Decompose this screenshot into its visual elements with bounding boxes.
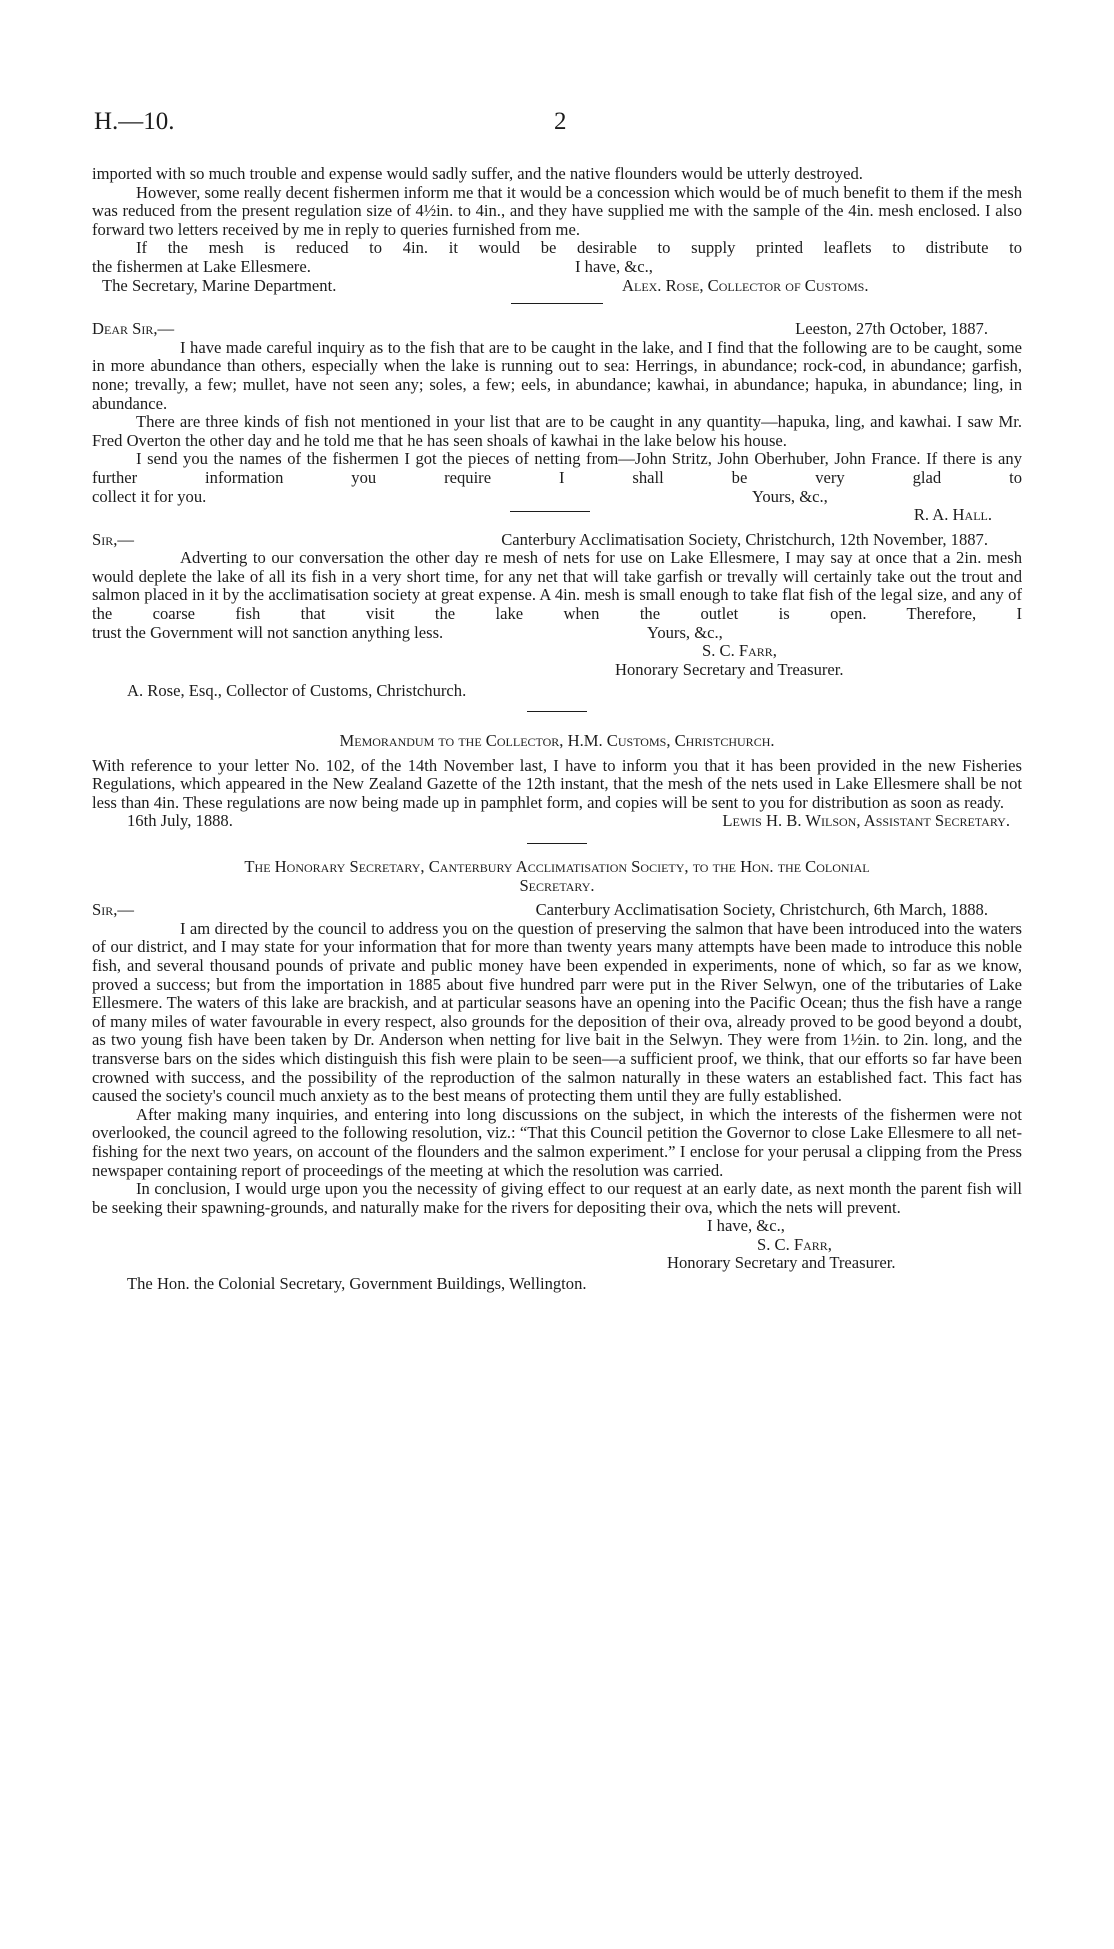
addressee: The Secretary, Marine Department. xyxy=(102,275,337,295)
paragraph-last-line: collect it for you. xyxy=(92,486,207,506)
signature-name-line xyxy=(92,1236,1022,1255)
memorandum-heading: Memorandum to the Collector, H.M. Customs, Christchurch. xyxy=(339,731,775,751)
paragraph: Adverting to our conversation the other day re mesh of nets for use on Lake Ellesmere, I may say at once that a 2in. mesh would deplete the lake of all its fish in a very short time, for any net that will take garfish or trevally will certainly take out the trout and salmon placed in it by the acclimatisation society at great expense. A 4in. mesh is small enough to take flat fish of the legal size, and any of the coarse fish that visit the lake when the outlet is open. Therefore, I xyxy=(92,548,1022,624)
paragraph: I am directed by the council to address you on the question of preserving the salmon that have been introduced into the waters of our district, and I may state for your information that for more than twenty years many attempts have been made to introduce this noble fish, and several thousand pounds of private and public money have been expended in experiments, none of which, so far as we know, proved a success; but from the importation in 1885 about five hundred parr were put in the River Selwyn, one of the tributaries of Lake Ellesmere. The waters of this lake are brackish, and at particular seasons have an opening into the Pacific Ocean; thus the fish have a range of many miles of water favourable in every respect, also grounds for the deposition of their ova, already proved to be good beyond a doubt, as two young fish have been taken by Dr. Anderson when netting for live bait in the Selwyn. They were from 1½in. to 2in. long, and the transverse bars on the sides which distinguish this fish were plain to be seen—a sufficient proof, we think, that our efforts so far have been crowned with success, and the possibility of the reproduction of the salmon naturally in these waters an established fact. This fact has caused the society's council much anxiety as to the best means of protecting them until they are fully established. xyxy=(92,918,1022,1106)
page-header xyxy=(92,108,1022,148)
salutation-line xyxy=(92,901,1022,920)
letter-heading: The Honorary Secretary, Canterbury Acclimatisation Society, to the Hon. the Colonial xyxy=(244,857,870,876)
closing: Yours, &c., xyxy=(647,622,723,642)
signature-title-line xyxy=(92,661,1022,680)
closing-line xyxy=(92,258,1022,277)
closing: I have, &c., xyxy=(575,256,653,276)
addressee: A. Rose, Esq., Collector of Customs, Christchurch. xyxy=(127,681,467,701)
paragraph: In conclusion, I would urge upon you the necessity of giving effect to our request at an early date, as next month the parent fish will be seeking their spawning-grounds, and naturally make for the rivers for depositing their ova, which the nets will prevent. xyxy=(92,1179,1022,1217)
section-divider xyxy=(510,511,590,512)
closing: Yours, &c., xyxy=(752,486,828,506)
closing-line xyxy=(92,624,1022,643)
salutation: Sir,— xyxy=(92,900,134,920)
closing-line xyxy=(92,1217,1022,1236)
signature-name: S. C. Farr, xyxy=(702,641,777,661)
section-divider xyxy=(511,303,603,304)
paragraph: After making many inquiries, and entering into long discussions on the subject, in which the interests of the fishermen were not overlooked, the council agreed to the following resolution, viz.: “That this Council petition the Governor to close Lake Ellesmere to all net-fishing for the next two years, on account of the flounders and the salmon experiment.” I enclose for your perusal a clipping from the Press newspaper containing report of proceedings of the meeting at which the resolution was carried. xyxy=(92,1104,1022,1180)
letter-hall xyxy=(92,314,1022,525)
signature-title-line xyxy=(92,1254,1022,1273)
addressee: The Hon. the Colonial Secretary, Government Buildings, Wellington. xyxy=(127,1274,587,1294)
signature: R. A. Hall. xyxy=(913,505,992,525)
signature: Alex. Rose, Collector of Customs. xyxy=(622,275,869,295)
signature-name-line xyxy=(92,642,1022,661)
page-number: 2 xyxy=(554,108,567,135)
signature-title: Honorary Secretary and Treasurer. xyxy=(615,659,844,679)
paragraph-last-line: the fishermen at Lake Ellesmere. xyxy=(92,256,311,276)
paragraph: imported with so much trouble and expense would sadly suffer, and the native flounders would be utterly destroyed. xyxy=(92,164,863,183)
salutation-line xyxy=(92,531,1022,550)
paper-code: H.—10. xyxy=(94,108,175,135)
addressee-line xyxy=(92,682,1022,701)
closing: I have, &c., xyxy=(707,1216,785,1236)
paragraph: If the mesh is reduced to 4in. it would be desirable to supply printed leaflets to distribute to xyxy=(136,238,1022,258)
paragraph: I send you the names of the fishermen I got the pieces of netting from—John Stritz, John Oberhuber, John France. If there is any further information you require I shall be very glad to xyxy=(92,449,1022,487)
salutation: Sir,— xyxy=(92,529,134,549)
signature-line xyxy=(92,277,1022,296)
document-body xyxy=(92,165,1022,1294)
letter-farr-1887 xyxy=(92,531,1022,701)
memorandum xyxy=(92,732,1022,831)
letter-farr-1888 xyxy=(92,858,1022,1294)
place-date: Canterbury Acclimatisation Society, Christchurch, 12th November, 1887. xyxy=(501,529,988,549)
date-signature-line xyxy=(92,812,1022,831)
signature-name: S. C. Farr, xyxy=(757,1234,832,1254)
closing-line xyxy=(92,488,1022,507)
paragraph-last-line: trust the Government will not sanction anything less. xyxy=(92,622,444,642)
signature-line xyxy=(92,506,1022,525)
signature: Lewis H. B. Wilson, Assistant Secretary. xyxy=(722,811,1010,831)
addressee-line xyxy=(92,1275,1022,1294)
salutation: Dear Sir,— xyxy=(92,319,175,339)
section-divider xyxy=(527,843,587,844)
letter-rose xyxy=(92,165,1022,295)
section-divider xyxy=(527,711,587,712)
signature-title: Honorary Secretary and Treasurer. xyxy=(667,1253,896,1273)
salutation-line xyxy=(92,320,1022,339)
place-date: Canterbury Acclimatisation Society, Christchurch, 6th March, 1888. xyxy=(535,900,988,920)
letter-heading: Secretary. xyxy=(519,875,595,895)
paragraph: With reference to your letter No. 102, of the 14th November last, I have to inform you that it has been provided in the new Fisheries Regulations, which appeared in the New Zealand Gazette of the 12th instant, that the mesh of the nets used in Lake Ellesmere shall be not less than 4in. These regulations are now being made up in pamphlet form, and copies will be sent to you for distribution as soon as ready. xyxy=(92,755,1022,812)
paragraph: I have made careful inquiry as to the fish that are to be caught in the lake, and I find that the following are to be caught, some in more abundance than others, especially when the lake is running out to sea: Herrings, in abundance; rock-cod, in abundance; garfish, none; trevally, a few; mullet, have not seen any; soles, a few; eels, in abundance; kawhai, in abundance; hapuka, in abundance; ling, in abundance. xyxy=(92,337,1022,413)
date: 16th July, 1888. xyxy=(127,811,233,831)
paragraph: There are three kinds of fish not mentioned in your list that are to be caught in any quantity—hapuka, ling, and kawhai. I saw Mr. Fred Overton the other day and he told me that he has seen shoals of kawhai in the lake below his house. xyxy=(92,412,1022,450)
place-date: Leeston, 27th October, 1887. xyxy=(795,319,988,339)
paragraph: However, some really decent fishermen inform me that it would be a concession which would be of much benefit to them if the mesh was reduced from the present regulation size of 4½in. to 4in., and they have supplied me with the sample of the 4in. mesh enclosed. I also forward two letters received by me in reply to queries furnished from me. xyxy=(92,182,1022,239)
